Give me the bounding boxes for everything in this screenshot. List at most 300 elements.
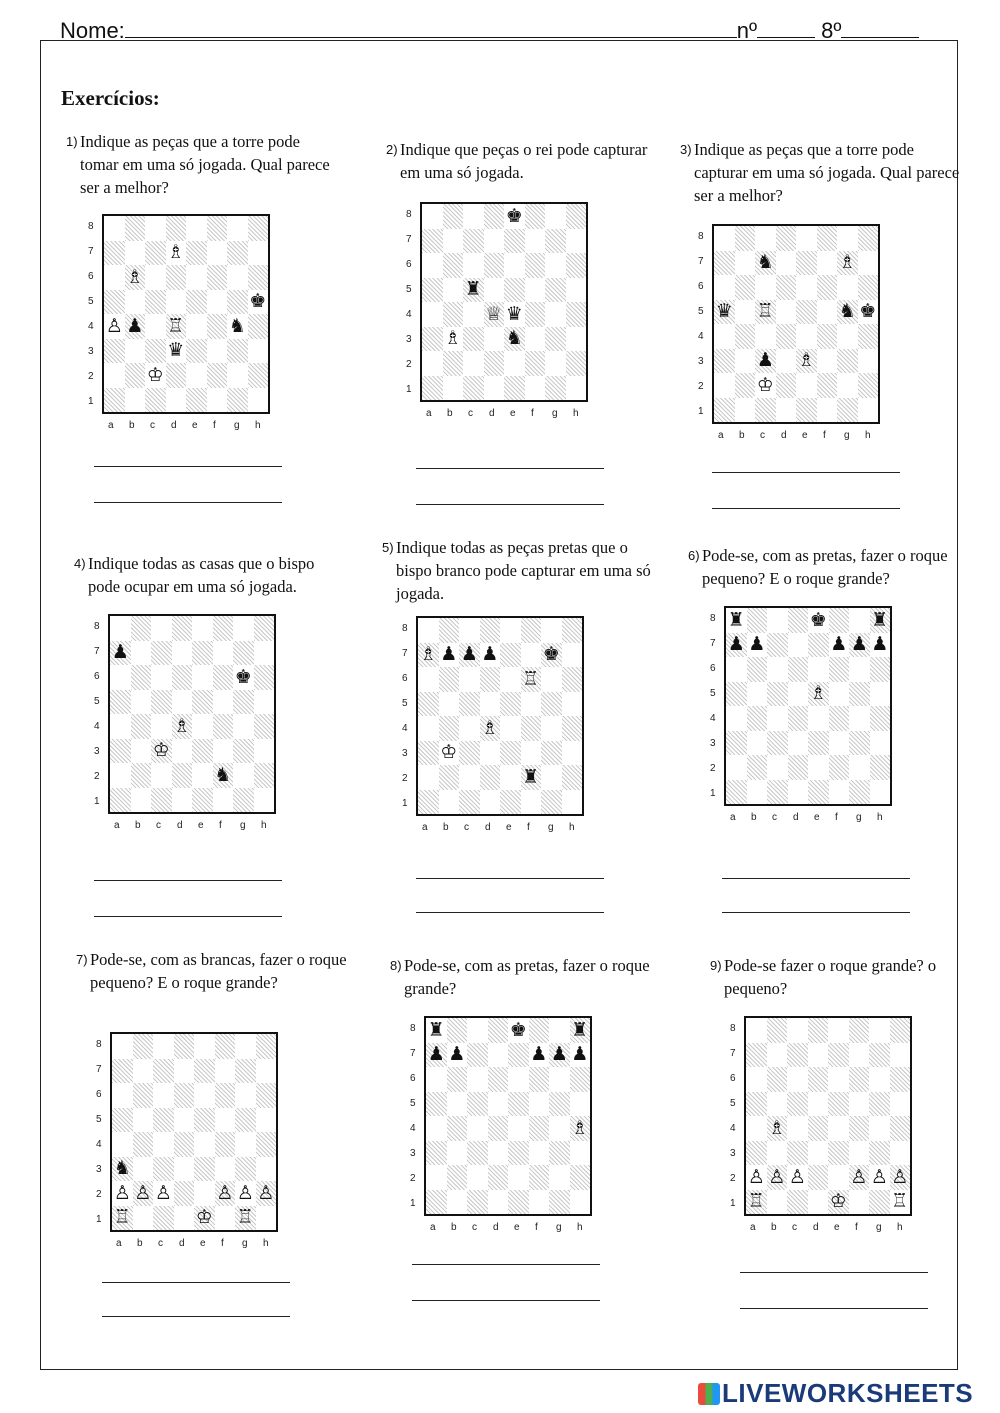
exercise-text: Indique as peças que a torre pode tomar em uma só jogada. Qual parece ser a melhor? bbox=[80, 132, 330, 197]
chess-piece-icon: ♟ bbox=[126, 314, 144, 337]
board-square bbox=[233, 739, 254, 764]
board-square bbox=[110, 714, 131, 739]
board-square bbox=[192, 641, 213, 666]
answer-line[interactable] bbox=[740, 1308, 928, 1309]
board-square bbox=[808, 1165, 829, 1190]
answer-line[interactable] bbox=[102, 1282, 290, 1283]
chess-board bbox=[416, 616, 584, 816]
board-square bbox=[459, 790, 480, 815]
board-square bbox=[488, 1043, 509, 1068]
board-square bbox=[207, 388, 228, 413]
answer-line[interactable] bbox=[412, 1300, 600, 1301]
board-square bbox=[227, 290, 248, 315]
answer-line[interactable] bbox=[94, 916, 282, 917]
board-square bbox=[787, 1067, 808, 1092]
board-square bbox=[787, 1141, 808, 1166]
board-square bbox=[849, 731, 870, 756]
rank-label: 6 bbox=[88, 271, 94, 282]
rank-label: 4 bbox=[402, 723, 408, 734]
board-square bbox=[447, 1018, 468, 1043]
board-square bbox=[870, 780, 891, 805]
board-square bbox=[248, 388, 269, 413]
board-square bbox=[788, 731, 809, 756]
board-square bbox=[133, 1132, 154, 1157]
board-square bbox=[521, 741, 542, 766]
file-label: b bbox=[451, 1222, 457, 1233]
file-label: a bbox=[750, 1222, 756, 1233]
board-square bbox=[227, 216, 248, 241]
answer-line[interactable] bbox=[94, 502, 282, 503]
board-square bbox=[500, 741, 521, 766]
rank-label: 2 bbox=[406, 359, 412, 370]
board-square bbox=[746, 1141, 767, 1166]
board-square bbox=[566, 204, 587, 229]
board-square bbox=[207, 241, 228, 266]
rank-label: 3 bbox=[94, 746, 100, 757]
rank-label: 6 bbox=[402, 673, 408, 684]
exercise-text: Pode-se fazer o roque grande? o pequeno? bbox=[724, 956, 937, 998]
nome-field[interactable] bbox=[125, 19, 737, 38]
board-square bbox=[570, 1141, 591, 1166]
turma-field[interactable] bbox=[841, 19, 919, 38]
answer-line[interactable] bbox=[416, 912, 604, 913]
chess-piece-icon: ♖ bbox=[756, 300, 774, 323]
board-square bbox=[207, 314, 228, 339]
answer-line[interactable] bbox=[94, 880, 282, 881]
board-square bbox=[235, 1034, 256, 1059]
board-square bbox=[837, 324, 858, 349]
exercise-6 bbox=[680, 544, 970, 823]
board-square bbox=[192, 714, 213, 739]
board-square bbox=[870, 657, 891, 682]
file-label: f bbox=[535, 1222, 538, 1233]
exercise-4 bbox=[66, 552, 356, 831]
board-square bbox=[145, 388, 166, 413]
exercise-number: 5) bbox=[382, 540, 394, 555]
board-square bbox=[508, 1190, 529, 1215]
rank-label: 1 bbox=[730, 1198, 736, 1209]
board-square bbox=[426, 1141, 447, 1166]
board-square bbox=[463, 204, 484, 229]
file-label: f bbox=[531, 408, 534, 419]
file-label: b bbox=[129, 420, 135, 431]
rank-label: 6 bbox=[94, 671, 100, 682]
board-square bbox=[227, 241, 248, 266]
board-square bbox=[213, 763, 234, 788]
file-label: c bbox=[150, 420, 155, 431]
file-label: e bbox=[192, 420, 198, 431]
chess-piece-icon: ♗ bbox=[167, 241, 185, 264]
exercise-question bbox=[702, 954, 974, 1000]
board-square bbox=[562, 741, 583, 766]
board-square bbox=[870, 608, 891, 633]
board-square bbox=[172, 788, 193, 813]
file-label: h bbox=[577, 1222, 583, 1233]
answer-line[interactable] bbox=[94, 466, 282, 467]
chess-piece-icon: ♙ bbox=[134, 1181, 152, 1204]
board-square bbox=[480, 667, 501, 692]
answer-line[interactable] bbox=[712, 472, 900, 473]
board-square bbox=[541, 765, 562, 790]
board-square bbox=[562, 765, 583, 790]
rank-label: 6 bbox=[406, 259, 412, 270]
board-square bbox=[104, 388, 125, 413]
answer-line[interactable] bbox=[712, 508, 900, 509]
board-square bbox=[467, 1067, 488, 1092]
board-square bbox=[890, 1116, 911, 1141]
board-square bbox=[755, 349, 776, 374]
board-square bbox=[767, 1165, 788, 1190]
file-labels bbox=[418, 408, 588, 422]
answer-line[interactable] bbox=[722, 878, 910, 879]
board-square bbox=[776, 226, 797, 251]
board-square bbox=[545, 278, 566, 303]
chess-piece-icon: ♚ bbox=[234, 665, 252, 688]
board-square bbox=[755, 251, 776, 276]
numero-field[interactable] bbox=[757, 19, 815, 38]
board-square bbox=[808, 682, 829, 707]
board-square bbox=[529, 1141, 550, 1166]
chess-diagram bbox=[404, 202, 594, 424]
board-square bbox=[767, 706, 788, 731]
board-square bbox=[529, 1190, 550, 1215]
file-labels bbox=[422, 1222, 592, 1236]
board-square bbox=[746, 1092, 767, 1117]
board-square bbox=[525, 351, 546, 376]
board-square bbox=[776, 300, 797, 325]
board-square bbox=[776, 251, 797, 276]
answer-line[interactable] bbox=[416, 468, 604, 469]
chess-board bbox=[102, 214, 270, 414]
board-square bbox=[488, 1067, 509, 1092]
board-square bbox=[541, 790, 562, 815]
board-square bbox=[755, 373, 776, 398]
board-square bbox=[746, 1067, 767, 1092]
chess-piece-icon: ♗ bbox=[571, 1116, 589, 1139]
chess-piece-icon: ♞ bbox=[838, 300, 856, 323]
board-square bbox=[153, 1059, 174, 1084]
rank-label: 1 bbox=[94, 796, 100, 807]
board-square bbox=[828, 1067, 849, 1092]
exercise-number: 6) bbox=[688, 548, 700, 563]
board-square bbox=[714, 324, 735, 349]
board-square bbox=[808, 1116, 829, 1141]
board-square bbox=[545, 229, 566, 254]
board-square bbox=[525, 204, 546, 229]
board-square bbox=[186, 314, 207, 339]
board-square bbox=[172, 690, 193, 715]
board-square bbox=[463, 229, 484, 254]
file-label: h bbox=[263, 1238, 269, 1249]
board-square bbox=[422, 302, 443, 327]
board-square bbox=[233, 665, 254, 690]
board-square bbox=[808, 1018, 829, 1043]
board-square bbox=[521, 765, 542, 790]
board-square bbox=[504, 351, 525, 376]
board-square bbox=[174, 1181, 195, 1206]
board-square bbox=[172, 616, 193, 641]
chess-piece-icon: ♟ bbox=[427, 1043, 445, 1066]
board-square bbox=[213, 665, 234, 690]
board-square bbox=[133, 1034, 154, 1059]
board-square bbox=[858, 349, 879, 374]
chess-piece-icon: ♙ bbox=[257, 1181, 275, 1204]
board-square bbox=[151, 641, 172, 666]
board-square bbox=[829, 682, 850, 707]
board-square bbox=[529, 1067, 550, 1092]
board-square bbox=[808, 657, 829, 682]
board-square bbox=[890, 1018, 911, 1043]
rank-label: 8 bbox=[94, 621, 100, 632]
board-square bbox=[566, 302, 587, 327]
board-square bbox=[215, 1181, 236, 1206]
board-square bbox=[213, 739, 234, 764]
board-square bbox=[447, 1067, 468, 1092]
board-square bbox=[186, 265, 207, 290]
board-square bbox=[133, 1108, 154, 1133]
rank-label: 7 bbox=[730, 1048, 736, 1059]
chess-piece-icon: ♙ bbox=[747, 1165, 765, 1188]
chess-piece-icon: ♜ bbox=[464, 278, 482, 301]
board-square bbox=[521, 790, 542, 815]
board-square bbox=[145, 314, 166, 339]
board-square bbox=[570, 1116, 591, 1141]
board-square bbox=[767, 1190, 788, 1215]
rank-label: 6 bbox=[730, 1073, 736, 1084]
rank-label: 2 bbox=[88, 371, 94, 382]
rank-label: 8 bbox=[710, 613, 716, 624]
chess-piece-icon: ♗ bbox=[481, 716, 499, 739]
board-square bbox=[227, 388, 248, 413]
board-square bbox=[755, 300, 776, 325]
file-label: b bbox=[443, 822, 449, 833]
board-square bbox=[726, 755, 747, 780]
board-square bbox=[110, 665, 131, 690]
board-square bbox=[566, 351, 587, 376]
board-square bbox=[488, 1141, 509, 1166]
chess-piece-icon: ♟ bbox=[111, 641, 129, 664]
chess-piece-icon: ♞ bbox=[214, 763, 232, 786]
board-square bbox=[796, 349, 817, 374]
board-square bbox=[207, 363, 228, 388]
board-square bbox=[256, 1206, 277, 1231]
board-square bbox=[426, 1116, 447, 1141]
board-square bbox=[233, 641, 254, 666]
numero-label: nº bbox=[736, 18, 758, 43]
board-square bbox=[153, 1034, 174, 1059]
board-square bbox=[566, 327, 587, 352]
board-square bbox=[504, 376, 525, 401]
chess-board bbox=[420, 202, 588, 402]
board-square bbox=[112, 1206, 133, 1231]
chess-piece-icon: ♔ bbox=[756, 373, 774, 396]
board-square bbox=[500, 618, 521, 643]
board-square bbox=[508, 1141, 529, 1166]
board-square bbox=[207, 290, 228, 315]
file-label: g bbox=[552, 408, 558, 419]
board-square bbox=[735, 324, 756, 349]
board-square bbox=[213, 690, 234, 715]
board-square bbox=[131, 616, 152, 641]
chess-piece-icon: ♗ bbox=[419, 643, 437, 666]
answer-line[interactable] bbox=[722, 912, 910, 913]
board-square bbox=[133, 1083, 154, 1108]
board-square bbox=[488, 1018, 509, 1043]
board-square bbox=[508, 1165, 529, 1190]
chess-piece-icon: ♜ bbox=[871, 608, 889, 631]
board-square bbox=[541, 643, 562, 668]
board-square bbox=[463, 253, 484, 278]
rank-label: 4 bbox=[710, 713, 716, 724]
board-square bbox=[837, 373, 858, 398]
rank-label: 7 bbox=[96, 1064, 102, 1075]
file-label: b bbox=[135, 820, 141, 831]
board-square bbox=[480, 618, 501, 643]
board-square bbox=[788, 657, 809, 682]
file-label: f bbox=[855, 1222, 858, 1233]
board-square bbox=[849, 1190, 870, 1215]
board-square bbox=[153, 1157, 174, 1182]
chess-piece-icon: ♟ bbox=[830, 633, 848, 656]
board-square bbox=[545, 253, 566, 278]
answer-line[interactable] bbox=[416, 504, 604, 505]
board-square bbox=[869, 1165, 890, 1190]
board-square bbox=[890, 1092, 911, 1117]
chess-board bbox=[110, 1032, 278, 1232]
file-labels bbox=[100, 420, 270, 434]
chess-piece-icon: ♔ bbox=[152, 739, 170, 762]
file-label: h bbox=[897, 1222, 903, 1233]
board-square bbox=[422, 351, 443, 376]
board-square bbox=[248, 265, 269, 290]
board-square bbox=[858, 275, 879, 300]
board-square bbox=[422, 229, 443, 254]
board-square bbox=[500, 643, 521, 668]
file-label: g bbox=[876, 1222, 882, 1233]
board-square bbox=[447, 1043, 468, 1068]
board-square bbox=[562, 618, 583, 643]
board-square bbox=[166, 388, 187, 413]
board-square bbox=[817, 226, 838, 251]
board-square bbox=[443, 302, 464, 327]
chess-piece-icon: ♙ bbox=[113, 1181, 131, 1204]
file-label: c bbox=[760, 430, 765, 441]
file-label: e bbox=[514, 1222, 520, 1233]
board-square bbox=[796, 275, 817, 300]
board-square bbox=[787, 1190, 808, 1215]
chess-board bbox=[724, 606, 892, 806]
board-square bbox=[788, 706, 809, 731]
chess-diagram bbox=[94, 1032, 284, 1254]
answer-line[interactable] bbox=[412, 1264, 600, 1265]
board-square bbox=[541, 741, 562, 766]
board-square bbox=[869, 1067, 890, 1092]
board-square bbox=[459, 765, 480, 790]
board-square bbox=[735, 373, 756, 398]
liveworksheets-logo bbox=[698, 1378, 973, 1409]
answer-line[interactable] bbox=[102, 1316, 290, 1317]
board-square bbox=[254, 690, 275, 715]
logo-text: LIVEWORKSHEETS bbox=[722, 1378, 974, 1408]
board-square bbox=[110, 690, 131, 715]
board-square bbox=[194, 1157, 215, 1182]
chess-piece-icon: ♖ bbox=[113, 1206, 131, 1229]
board-square bbox=[776, 373, 797, 398]
board-square bbox=[233, 616, 254, 641]
board-square bbox=[194, 1034, 215, 1059]
rank-label: 4 bbox=[406, 309, 412, 320]
file-label: a bbox=[426, 408, 432, 419]
board-square bbox=[504, 253, 525, 278]
chess-piece-icon: ♚ bbox=[505, 204, 523, 227]
board-square bbox=[145, 265, 166, 290]
board-square bbox=[541, 618, 562, 643]
exercise-question bbox=[382, 954, 674, 1000]
board-square bbox=[463, 302, 484, 327]
board-square bbox=[521, 667, 542, 692]
chess-diagram bbox=[92, 614, 282, 836]
file-label: e bbox=[814, 812, 820, 823]
board-square bbox=[480, 716, 501, 741]
board-square bbox=[112, 1108, 133, 1133]
board-square bbox=[767, 731, 788, 756]
board-square bbox=[808, 608, 829, 633]
chess-piece-icon: ♙ bbox=[105, 314, 123, 337]
board-square bbox=[447, 1092, 468, 1117]
board-square bbox=[746, 1043, 767, 1068]
board-square bbox=[796, 300, 817, 325]
chess-piece-icon: ♙ bbox=[768, 1165, 786, 1188]
file-label: c bbox=[772, 812, 777, 823]
board-square bbox=[500, 716, 521, 741]
board-square bbox=[767, 682, 788, 707]
board-square bbox=[459, 643, 480, 668]
board-square bbox=[145, 290, 166, 315]
board-square bbox=[545, 376, 566, 401]
board-square bbox=[500, 667, 521, 692]
rank-label: 8 bbox=[406, 209, 412, 220]
board-square bbox=[248, 216, 269, 241]
board-square bbox=[256, 1034, 277, 1059]
board-square bbox=[570, 1067, 591, 1092]
board-square bbox=[735, 251, 756, 276]
board-square bbox=[746, 1165, 767, 1190]
rank-label: 5 bbox=[410, 1098, 416, 1109]
rank-label: 8 bbox=[698, 231, 704, 242]
board-square bbox=[153, 1083, 174, 1108]
board-square bbox=[849, 608, 870, 633]
file-label: e bbox=[198, 820, 204, 831]
board-square bbox=[849, 755, 870, 780]
board-square bbox=[443, 278, 464, 303]
board-square bbox=[443, 229, 464, 254]
answer-line[interactable] bbox=[740, 1272, 928, 1273]
board-square bbox=[125, 339, 146, 364]
board-square bbox=[459, 618, 480, 643]
answer-line[interactable] bbox=[416, 878, 604, 879]
board-square bbox=[426, 1043, 447, 1068]
board-square bbox=[166, 290, 187, 315]
board-square bbox=[110, 616, 131, 641]
board-square bbox=[735, 300, 756, 325]
board-square bbox=[755, 324, 776, 349]
file-label: d bbox=[179, 1238, 185, 1249]
board-square bbox=[549, 1067, 570, 1092]
rank-label: 4 bbox=[698, 331, 704, 342]
board-square bbox=[254, 763, 275, 788]
board-square bbox=[186, 241, 207, 266]
board-square bbox=[817, 324, 838, 349]
